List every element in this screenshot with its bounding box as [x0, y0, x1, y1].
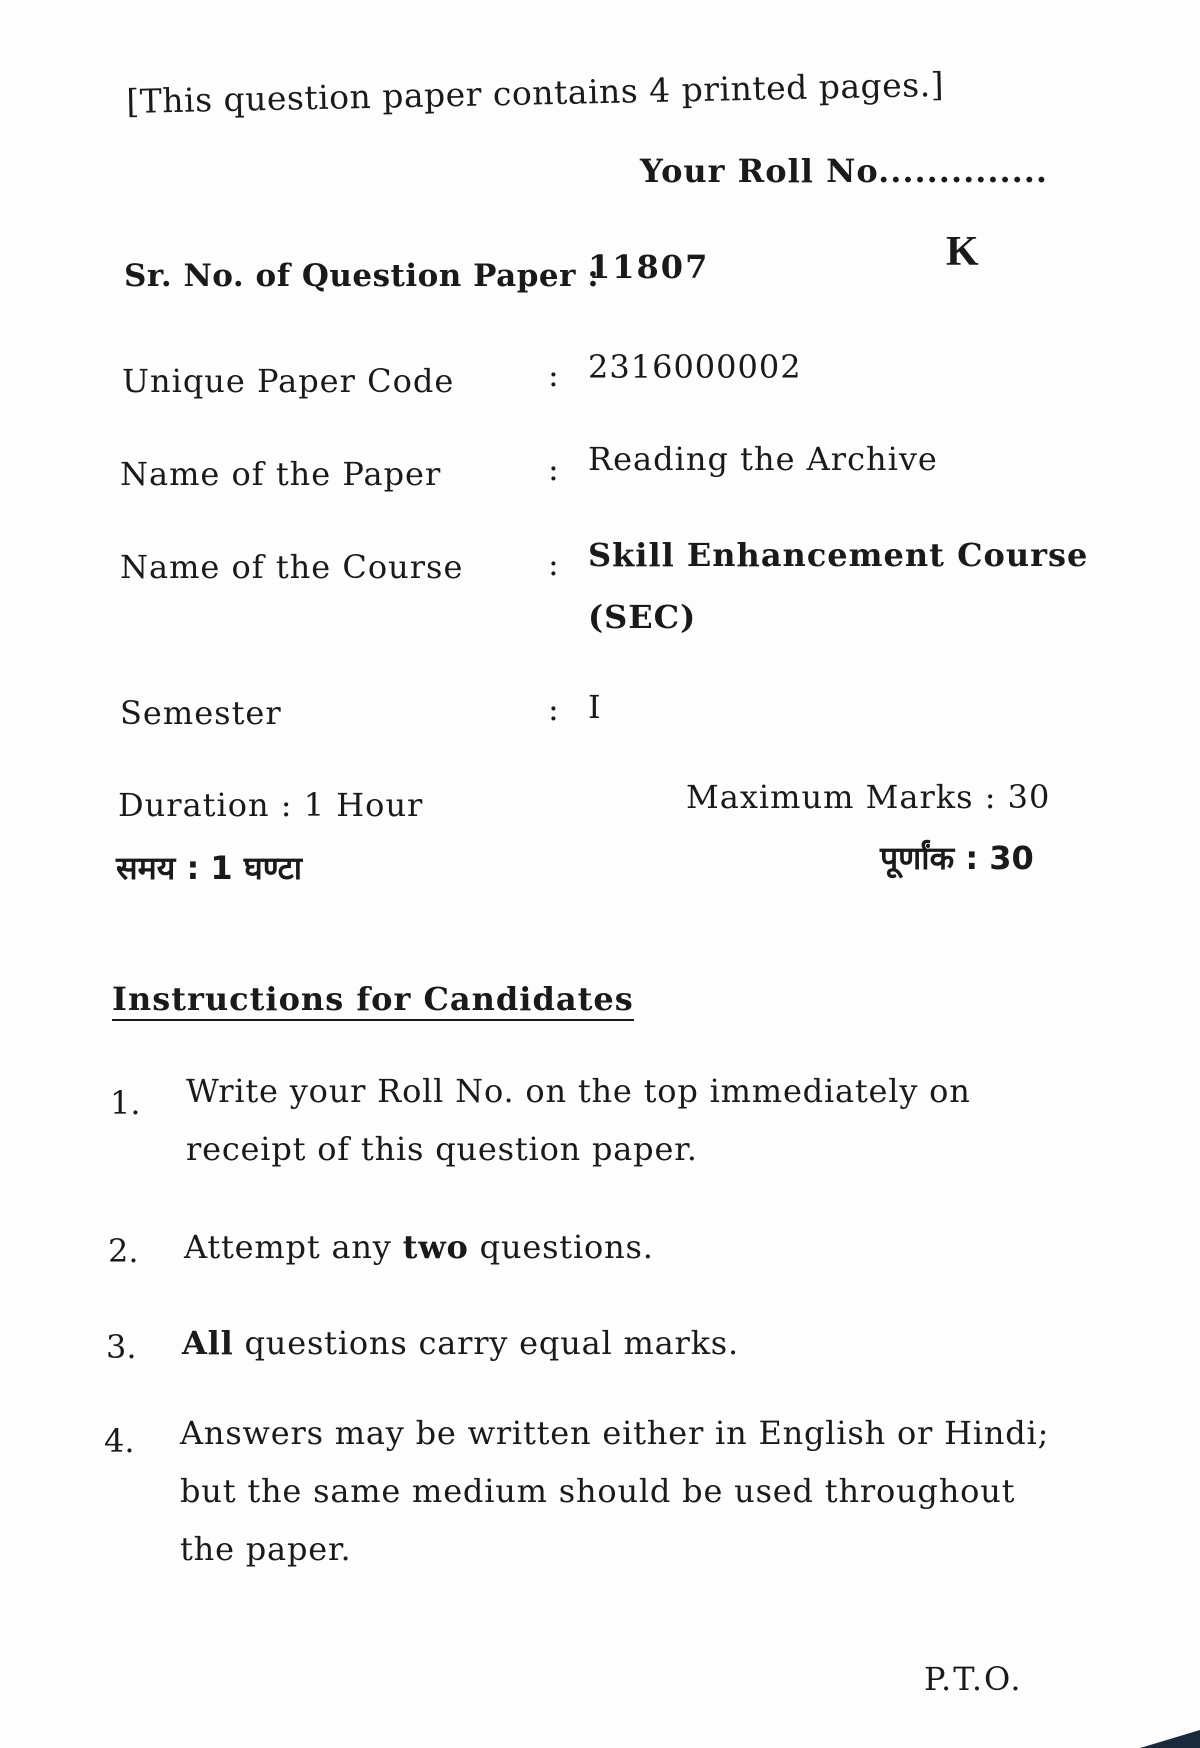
course-name-label: Name of the Course — [120, 548, 464, 586]
course-name-value-line1: Skill Enhancement Course — [588, 536, 1089, 574]
duration-text: Duration : 1 Hour — [118, 786, 424, 824]
semester-colon: : — [548, 690, 559, 728]
page-count-note: [This question paper contains 4 printed pages.] — [126, 64, 945, 121]
roll-number-field: Your Roll No.............. — [640, 152, 1049, 190]
please-turn-over: P.T.O. — [924, 1660, 1023, 1698]
instructions-heading: Instructions for Candidates — [112, 980, 634, 1021]
paper-name-label: Name of the Paper — [120, 455, 442, 493]
paper-code-label: Unique Paper Code — [122, 362, 455, 400]
instruction-1-text: Write your Roll No. on the top immediately on receipt of this question paper. — [186, 1072, 971, 1168]
semester-label: Semester — [120, 694, 282, 732]
serial-number-label: Sr. No. of Question Paper : — [124, 258, 600, 294]
page-corner-shape — [1140, 1730, 1200, 1748]
maximum-marks-hindi-text: पूर्णांक : 30 — [880, 839, 1034, 877]
maximum-marks-text: Maximum Marks : 30 — [686, 778, 1051, 816]
instruction-3-number: 3. — [106, 1328, 137, 1366]
paper-name-colon: : — [548, 450, 559, 488]
instruction-2-text: Attempt any two questions. — [184, 1228, 654, 1266]
semester-value: I — [588, 688, 602, 726]
course-name-colon: : — [548, 545, 559, 583]
instruction-4-number: 4. — [104, 1422, 135, 1460]
duration-hindi-text: समय : 1 घण्टा — [116, 849, 302, 887]
paper-code-colon: : — [548, 356, 559, 394]
instruction-4-text: Answers may be written either in English or Hindi; but the same medium should be used throughout the paper. — [180, 1414, 1050, 1568]
paper-code-value: 2316000002 — [588, 348, 802, 386]
set-code: K — [946, 229, 979, 275]
serial-number-value: 11807 — [588, 248, 710, 286]
instruction-1-number: 1. — [110, 1084, 141, 1122]
course-name-value-line2: (SEC) — [588, 598, 697, 636]
instruction-2-number: 2. — [108, 1232, 139, 1270]
paper-name-value: Reading the Archive — [588, 440, 938, 478]
instruction-3-text: All questions carry equal marks. — [182, 1324, 739, 1362]
